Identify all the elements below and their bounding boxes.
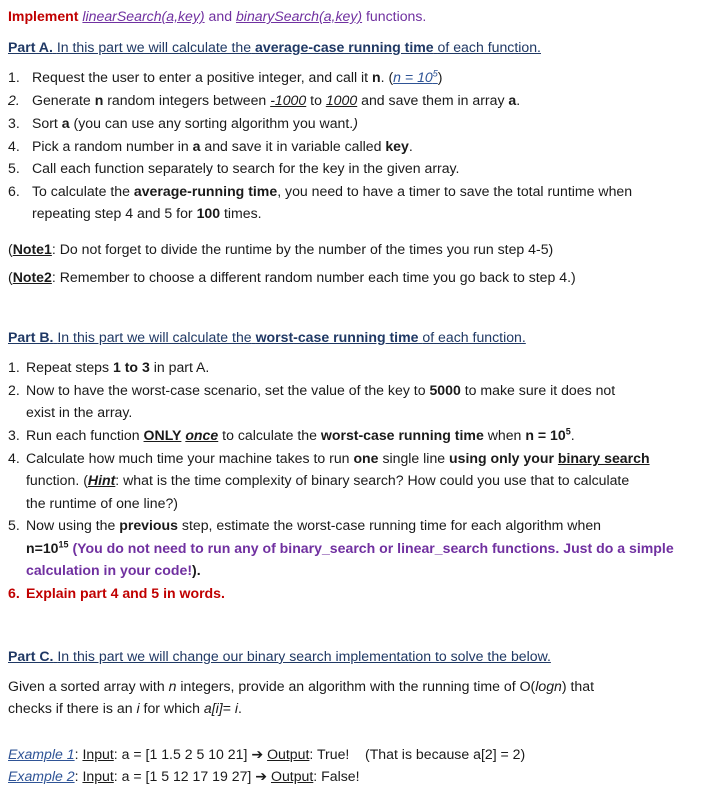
part-a-item-5-num: 5. (8, 160, 20, 176)
part-b-item-3 (26, 426, 575, 444)
text: exist in the array. (26, 404, 133, 420)
part-b-item-1 (26, 358, 209, 376)
part-a-item-3-num: 3. (8, 115, 20, 131)
bold-text: n (372, 69, 381, 85)
part-a-item-3 (32, 114, 358, 132)
part-b-label: Part B. (8, 329, 54, 345)
note-1-text: : Do not forget to divide the runtime by the number of the times you run step 4-5) (51, 241, 554, 257)
text: the runtime of one line?) (26, 495, 178, 511)
formula-base: n=10 (26, 540, 59, 556)
formula-base: n = 10 (525, 427, 566, 443)
output-label: Output (270, 768, 314, 784)
text: Sort (32, 115, 58, 131)
part-c-label: Part C. (8, 648, 54, 664)
text: Now to have the worst-case scenario, set the value of the key to (26, 382, 426, 398)
formula (525, 427, 570, 443)
text: = (222, 700, 231, 716)
part-b-item-3-num: 3. (8, 427, 20, 443)
text: when (487, 427, 522, 443)
bold-text: binary search (557, 450, 650, 466)
formula (393, 69, 438, 85)
part-b-heading-pre: In this part we will calculate the (57, 329, 252, 345)
italic-text: logn (535, 678, 562, 694)
note-1-label: Note1 (12, 241, 52, 257)
bold-text: n (94, 92, 104, 108)
part-b-item-5-cont-2 (26, 561, 201, 579)
bold-text: average-running time (133, 183, 278, 199)
text: integers, provide an algorithm with the running time of O( (180, 678, 536, 694)
text: repeating step 4 and 5 for (32, 205, 193, 221)
text: Given a sorted array with (8, 678, 165, 694)
text: To calculate the (32, 183, 130, 199)
bold-text: once (185, 427, 219, 443)
purple-note: (You do not need to run any of binary_search or linear_search functions. Just do a simple (72, 540, 674, 556)
text: Pick a random number in (32, 138, 189, 154)
text: Explain part 4 and 5 in words. (26, 585, 225, 601)
text: . (516, 92, 521, 108)
part-a-item-4-num: 4. (8, 138, 20, 154)
title-line (8, 7, 426, 25)
text: ). (192, 562, 201, 578)
example-1-label: Example 1 (8, 746, 75, 762)
part-b-heading-post: of each function. (422, 329, 526, 345)
part-a-item-2 (32, 91, 520, 109)
purple-note: calculation in your code! (26, 562, 193, 578)
example-1: Example 1: Input: a = [1 1.5 2 5 10 21] ➔ Output: True! (That is because a[2] = 2) (8, 746, 526, 762)
text: single line (382, 450, 446, 466)
text: to make sure it does not (464, 382, 616, 398)
part-a-item-4 (32, 137, 413, 155)
part-a-heading (8, 38, 541, 56)
part-a-item-1 (32, 68, 442, 86)
bold-text: 100 (196, 205, 221, 221)
part-a-item-5 (32, 159, 459, 177)
part-b-item-4-cont-2 (26, 494, 178, 512)
note-2-text: : Remember to choose a different random number each time you go back to step 4.) (51, 269, 576, 285)
note-2: (Note2: Remember to choose a different random number each time you go back to step 4.) (8, 269, 576, 285)
bold-text: using only your (449, 450, 554, 466)
example-1-note: (That is because a[2] = 2) (365, 746, 526, 762)
arrow-right-icon: ➔ (255, 768, 268, 784)
part-c-para-1 (8, 677, 594, 695)
text: Call each function separately to search for the key in the given array. (32, 160, 460, 176)
part-b-item-5-num: 5. (8, 517, 20, 533)
text: . (237, 700, 242, 716)
title-and: and (208, 8, 233, 24)
bold-text: a (508, 92, 517, 108)
formula-exponent: 5 (432, 68, 438, 79)
input-label: Input (82, 768, 114, 784)
bold-text: previous (119, 517, 178, 533)
text: : what is the time complexity of binary search? How could you use that to calculate (115, 472, 630, 488)
italic-text: n (168, 678, 177, 694)
italic-text: a[i] (203, 700, 223, 716)
part-a-item-1-num: 1. (8, 69, 20, 85)
range-low: -1000 (270, 92, 307, 108)
bold-text: 1 to 3 (112, 359, 150, 375)
text: ) (353, 115, 358, 131)
text: . ( (380, 69, 394, 85)
output-value: : False! (313, 768, 360, 784)
text: Generate (32, 92, 91, 108)
note-2-label: Note2 (12, 269, 52, 285)
output-value: : True! (309, 746, 350, 762)
part-b-heading (8, 328, 526, 346)
text: . (570, 427, 575, 443)
input-value: : a = [1 1.5 2 5 10 21] (113, 746, 248, 762)
text: Calculate how much time your machine takes to run (26, 450, 350, 466)
part-a-heading-pre: In this part we will calculate the (56, 39, 252, 55)
part-b-item-6-num: 6. (8, 585, 20, 601)
part-a-item-6 (32, 182, 632, 200)
text: (you can use any sorting algorithm you want. (73, 115, 354, 131)
part-a-label: Part A. (8, 39, 53, 55)
title-linear-fn: linearSearch(a,key) (82, 8, 205, 24)
bold-text: one (353, 450, 379, 466)
example-2-label: Example 2 (8, 768, 75, 784)
formula-exponent: 15 (58, 539, 69, 550)
title-functions: functions. (366, 8, 427, 24)
part-c-para-2 (8, 699, 242, 717)
text: random integers between (107, 92, 267, 108)
example-2: Example 2: Input: a = [1 5 12 17 19 27] ➔ Output: False! (8, 768, 360, 784)
title-binary-fn: binarySearch(a,key) (235, 8, 363, 24)
bold-text: ONLY (143, 427, 182, 443)
note-1: (Note1: Do not forget to divide the runtime by the number of the times you run step 4-5) (8, 241, 554, 257)
italic-text: i (136, 700, 140, 716)
bold-text: a (192, 138, 201, 154)
text: Run each function (26, 427, 140, 443)
output-label: Output (267, 746, 310, 762)
formula-base: n = 10 (393, 69, 433, 85)
input-value: : a = [1 5 12 17 19 27] (113, 768, 252, 784)
part-b-item-5 (26, 516, 601, 534)
text: Request the user to enter a positive integer, and call it (32, 69, 369, 85)
text: and save it in variable called (204, 138, 382, 154)
text: times. (224, 205, 262, 221)
part-b-item-2-cont (26, 403, 132, 421)
text: to (310, 92, 322, 108)
formula (26, 540, 69, 556)
range-high: 1000 (325, 92, 358, 108)
text: Now using the (26, 517, 116, 533)
text: . (408, 138, 413, 154)
part-a-item-6-num: 6. (8, 183, 20, 199)
title-implement: Implement (8, 8, 79, 24)
text: for which (143, 700, 200, 716)
text: ) (437, 69, 443, 85)
formula-exponent: 5 (565, 426, 571, 437)
part-b-item-4-cont (26, 471, 629, 489)
text: function. ( (26, 472, 88, 488)
text: step, estimate the worst-case running time for each algorithm when (181, 517, 602, 533)
text: in part A. (153, 359, 210, 375)
text: to calculate the (222, 427, 317, 443)
bold-text: a (61, 115, 70, 131)
arrow-right-icon: ➔ (251, 746, 264, 762)
text: and save them in array (361, 92, 505, 108)
text: , you need to have a timer to save the total runtime when (277, 183, 633, 199)
part-b-item-4 (26, 449, 650, 467)
part-b-item-4-num: 4. (8, 450, 20, 466)
hint-label: Hint (87, 472, 116, 488)
text: Repeat steps (26, 359, 110, 375)
part-b-item-2-num: 2. (8, 382, 20, 398)
part-b-item-1-num: 1. (8, 359, 20, 375)
part-b-item-5-cont (26, 539, 674, 557)
bold-text: 5000 (429, 382, 461, 398)
part-a-item-2-num: 2. (8, 92, 20, 108)
part-a-heading-bold: average-case running time (255, 39, 434, 55)
part-b-item-6 (26, 584, 225, 602)
bold-text: worst-case running time (320, 427, 484, 443)
part-b-item-2 (26, 381, 615, 399)
text: ) that (561, 678, 595, 694)
bold-text: key (385, 138, 409, 154)
part-b-heading-bold: worst-case running time (255, 329, 419, 345)
part-a-heading-post: of each function. (437, 39, 541, 55)
part-c-heading (8, 647, 551, 665)
part-c-heading-text: In this part we will change our binary search implementation to solve the below. (57, 648, 551, 664)
part-a-item-6-cont (32, 204, 262, 222)
input-label: Input (82, 746, 114, 762)
italic-text: i (234, 700, 238, 716)
text: checks if there is an (8, 700, 133, 716)
